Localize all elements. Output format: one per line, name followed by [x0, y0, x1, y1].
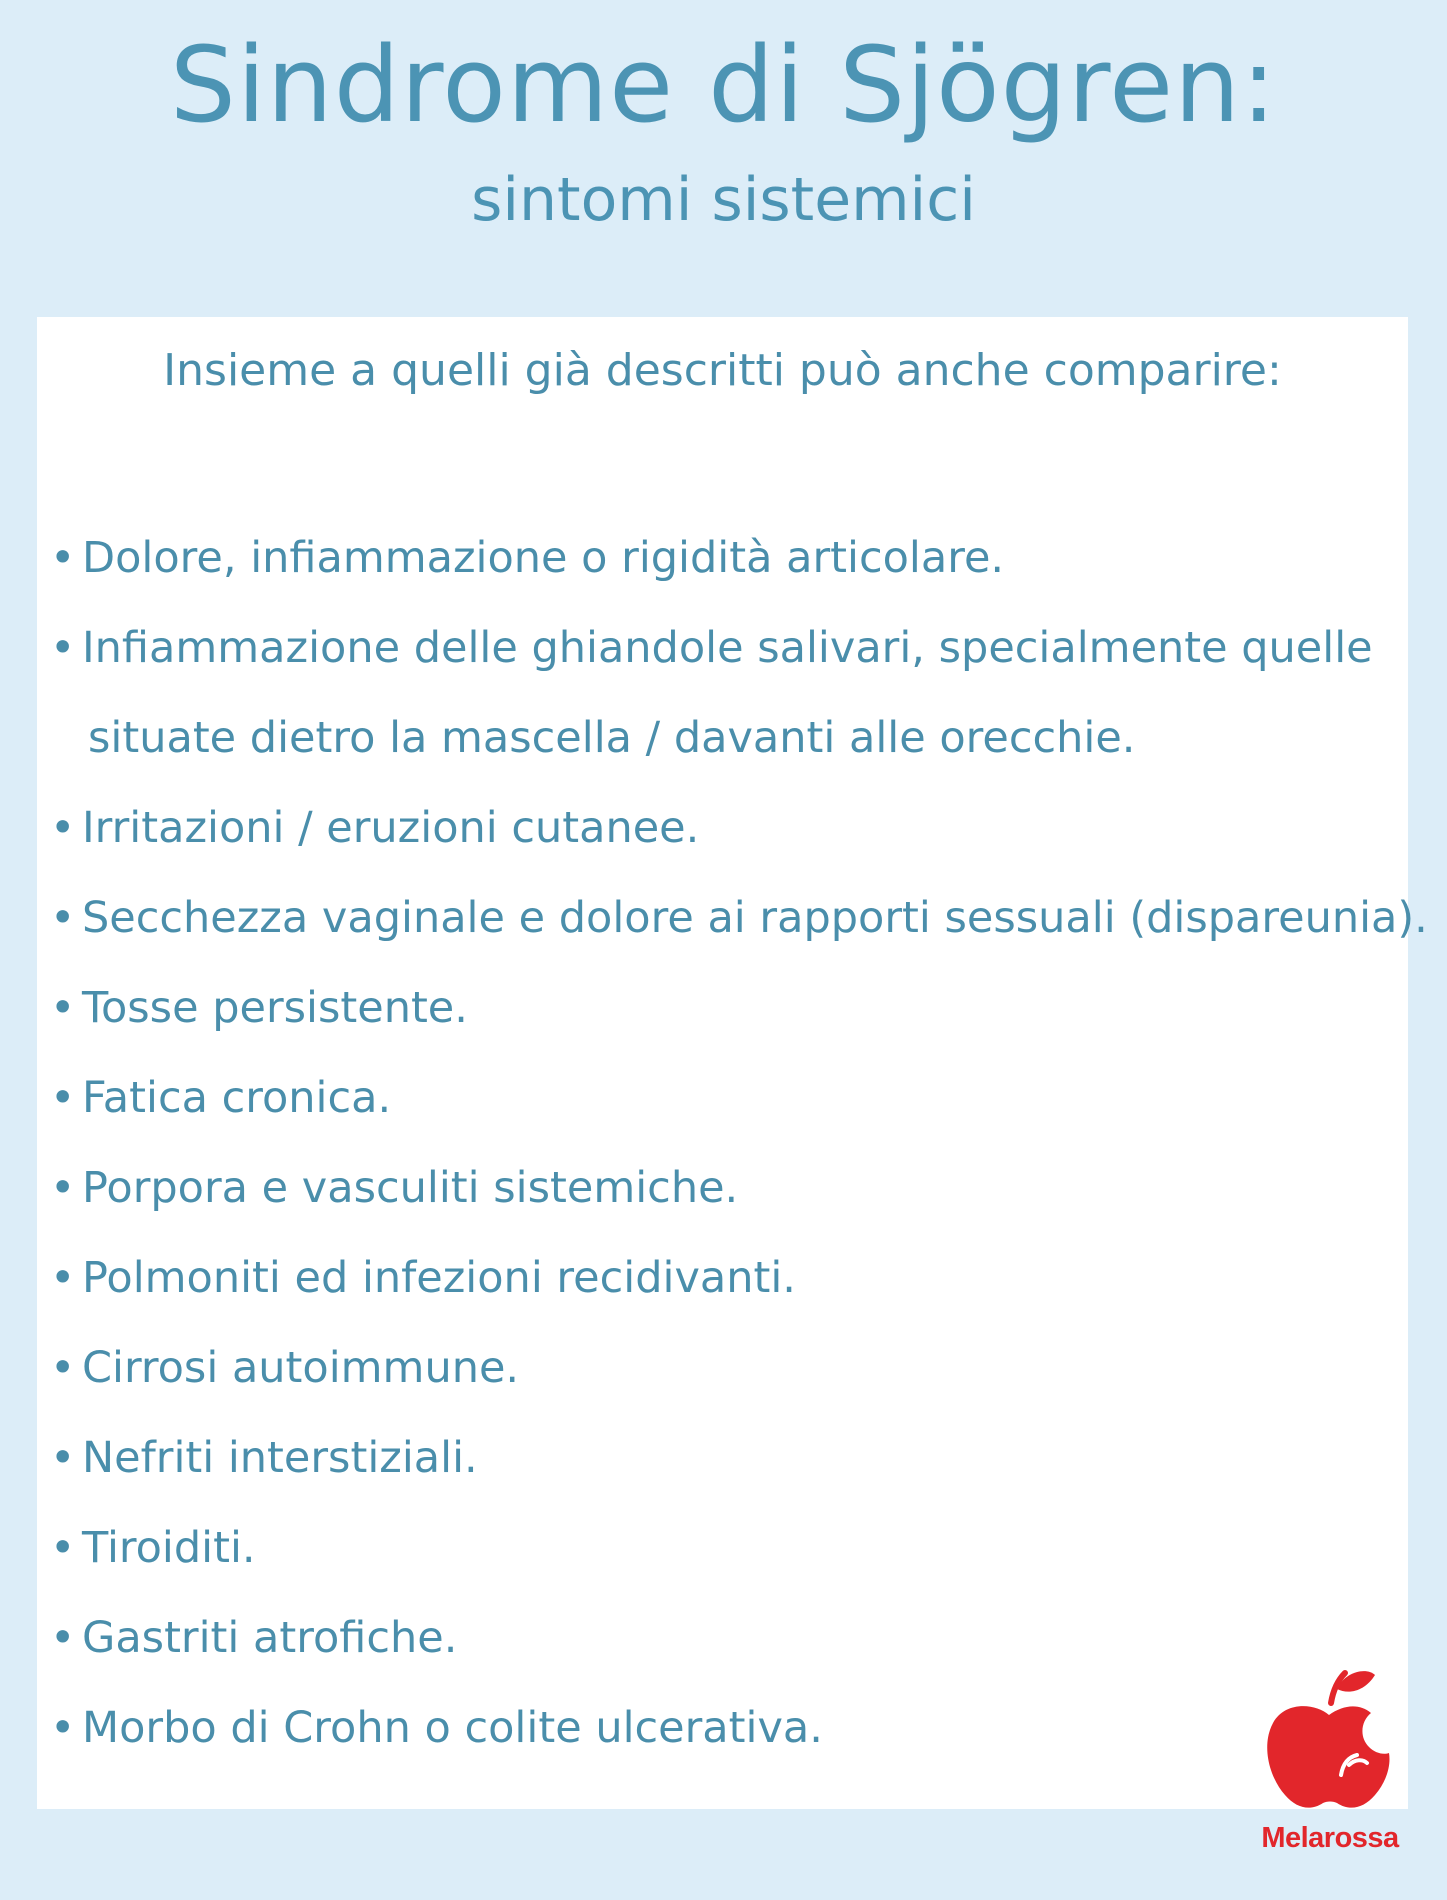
list-item-text: Morbo di Crohn o colite ulcerativa.	[82, 1703, 823, 1753]
list-item	[50, 1503, 1400, 1593]
list-item-text: Porpora e vasculiti sistemiche.	[82, 1163, 739, 1213]
content-card	[37, 317, 1428, 1809]
list-item-text: Polmoniti ed infezioni recidivanti.	[82, 1253, 796, 1303]
list-item	[50, 1593, 1400, 1683]
bullet-icon: •	[50, 983, 76, 1033]
list-item	[50, 1413, 1400, 1503]
list-item-text: Nefriti interstiziali.	[82, 1433, 478, 1483]
bullet-icon: •	[50, 893, 76, 943]
list-item-text: Gastriti atrofiche.	[82, 1613, 458, 1663]
list-item-text: Tiroiditi.	[82, 1523, 256, 1573]
page-title: Sindrome di Sjögren:	[169, 24, 1278, 146]
symptom-list	[50, 513, 1428, 1773]
bullet-icon: •	[50, 1703, 76, 1753]
list-item-text: Secchezza vaginale e dolore ai rapporti sessuali (dispareunia).	[82, 893, 1428, 943]
bullet-icon: •	[50, 533, 76, 583]
list-item	[50, 1323, 1400, 1413]
list-item-text: Tosse persistente.	[82, 983, 468, 1033]
bullet-icon: •	[50, 803, 76, 853]
list-item-text: Irritazioni / eruzioni cutanee.	[82, 803, 700, 853]
bullet-icon: •	[50, 1163, 76, 1213]
list-item	[50, 603, 1400, 783]
bullet-icon: •	[50, 1433, 76, 1483]
list-item	[50, 513, 1400, 603]
list-item	[50, 783, 1400, 873]
list-item-text-continued: situate dietro la mascella / davanti alle orecchie.	[88, 713, 1136, 763]
list-item	[50, 1683, 1400, 1773]
list-item	[50, 963, 1400, 1053]
bullet-icon: •	[50, 1343, 76, 1393]
bullet-icon: •	[50, 1073, 76, 1123]
bullet-icon: •	[50, 1613, 76, 1663]
list-item	[50, 1053, 1400, 1143]
melarossa-logo[interactable]	[1245, 1665, 1415, 1855]
list-item	[50, 1143, 1400, 1233]
list-item	[50, 873, 1428, 963]
intro-text: Insieme a quelli già descritti può anche comparire:	[163, 345, 1282, 396]
list-item-text: Cirrosi autoimmune.	[82, 1343, 520, 1393]
page-subtitle: sintomi sistemici	[471, 165, 976, 235]
bullet-icon: •	[50, 1253, 76, 1303]
apple-icon	[1245, 1665, 1415, 1815]
list-item-text: Infiammazione delle ghiandole salivari, specialmente quelle	[82, 623, 1373, 673]
brand-name: Melarossa	[1261, 1822, 1399, 1854]
bullet-icon: •	[50, 623, 76, 673]
list-item-text: Fatica cronica.	[82, 1073, 392, 1123]
list-item-text: Dolore, infiammazione o rigidità articolare.	[82, 533, 1005, 583]
bullet-icon: •	[50, 1523, 76, 1573]
list-item	[50, 1233, 1400, 1323]
